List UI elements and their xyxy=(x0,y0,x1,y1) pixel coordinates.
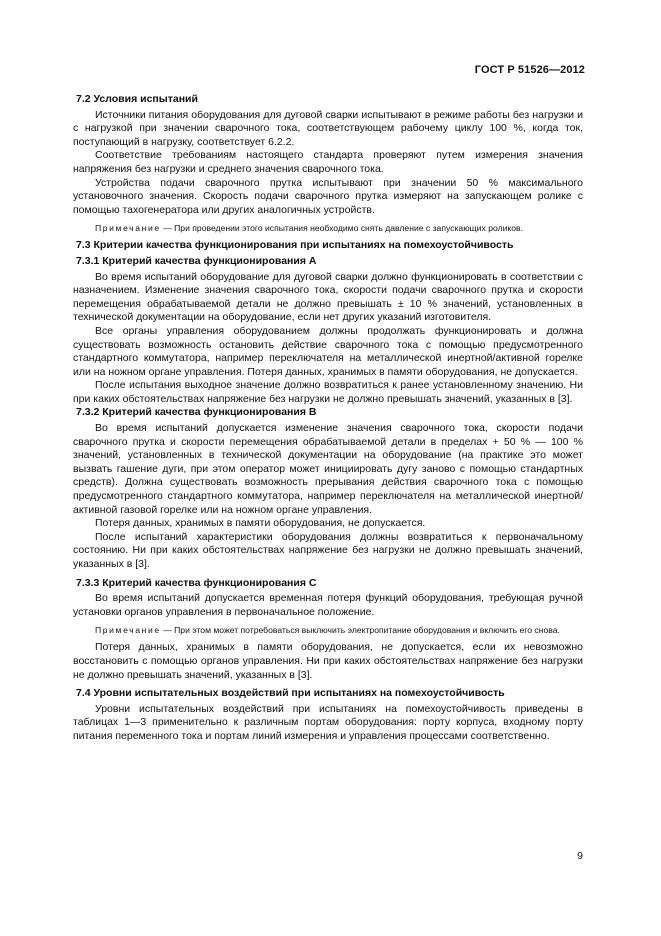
note-text: — При этом может потребоваться выключить электропитание оборудования и включить его снова. xyxy=(160,625,560,636)
section-heading-7-3-1: 7.3.1 Критерий качества функционирования А xyxy=(76,254,317,267)
paragraph: Устройства подачи сварочного прутка испытывают при значении 50 % максимального установочного значения. Скорость подачи сварочного прутка измеряют на запускающем ролике с помощью тахогенератора или других аналогичных устройств. xyxy=(73,176,583,216)
paragraph: Во время испытаний допускается временная потеря функций оборудования, требующая ручной установки органов управления в первоначальное положение. xyxy=(73,592,583,618)
paragraph: Во время испытаний допускается изменение значения сварочного тока, скорости подачи сварочного прутка и скорости перемещения обрабатываемой детали в пределах + 50 % — 100 % значений, установленных в технической документации на оборудование (на практике это может вызвать гашение дуги, при этом оператор может инициировать дугу заново с помощью стандартных средств). Должна существовать возможность прерывания действия сварочного тока с помощью предусмотренного стандартного коммутатора, например переключателя на металлической инертной/активной газовой горелке или на ножном органе управления. xyxy=(73,422,583,516)
section-heading-7-3-2: 7.3.2 Критерий качества функционирования В xyxy=(76,406,317,419)
note xyxy=(73,624,583,636)
page-number: 9 xyxy=(577,850,583,862)
section-heading-7-3-3: 7.3.3 Критерий качества функционирования С xyxy=(76,576,317,589)
section-heading-7-4: 7.4 Уровни испытательных воздействий при испытаниях на помехоустойчивость xyxy=(76,687,505,700)
paragraph: Потеря данных, хранимых в памяти оборудования, не допускается. xyxy=(95,517,426,530)
standard-designation: ГОСТ Р 51526—2012 xyxy=(474,64,585,76)
document-body xyxy=(73,93,583,744)
paragraph: Источники питания оборудования для дуговой сварки испытывают в режиме работы без нагрузки и с нагрузкой при значении сварочного тока, соответствующем рабочему циклу 100 %, когда ток, поступающий в нагрузку, соответствует 6.2.2. xyxy=(73,108,583,148)
note-label: Примечание xyxy=(95,223,161,234)
paragraph: После испытания выходное значение должно возвратиться к ранее установленному значению. Ни при каких обстоятельствах напряжение без нагрузки не должно превышать значений, указанных в [3]. xyxy=(73,379,583,405)
paragraph: Во время испытаний оборудование для дуговой сварки должно функционировать в соответствии с назначением. Изменение значения сварочного тока, скорости подачи сварочного прутка и скорости перемещения обрабатываемой детали не должно превышать ± 10 % значений, установленных в технической документации на оборудование, если нет других указаний изготовителя. xyxy=(73,270,583,324)
section-heading-7-3: 7.3 Критерии качества функционирования при испытаниях на помехоустойчивость xyxy=(76,239,514,252)
paragraph: Все органы управления оборудованием должны продолжать функционировать и должна существовать возможность остановить действие сварочного тока с помощью предусмотренного стандартного коммутатора, например переключателя на металлической инертной/активной горелке или на ножном органе управления. Потеря данных, хранимых в памяти оборудования, не допускается. xyxy=(73,324,583,378)
section-heading-7-2: 7.2 Условия испытаний xyxy=(76,93,198,105)
paragraph: Соответствие требованиям настоящего стандарта проверяют путем измерения значения напряжения без нагрузки и среднего значения сварочного тока. xyxy=(73,149,583,175)
note xyxy=(73,222,583,234)
note-text: — При проведении этого испытания необходимо снять давление с запускающих роликов. xyxy=(160,223,523,234)
paragraph: Уровни испытательных воздействий при испытаниях на помехоустойчивость приведены в таблицах 1—3 применительно к различным портам оборудования: порту корпуса, входному порту питания переменного тока и портам линий измерения и управления процессами соответственно. xyxy=(73,702,583,742)
paragraph: После испытаний характеристики оборудования должны возвратиться к первоначальному состоянию. Ни при каких обстоятельствах напряжение без нагрузки не должно превышать значений, указанных в [3]. xyxy=(73,530,583,570)
paragraph: Потеря данных, хранимых в памяти оборудования, не допускается, если их невозможно восстановить с помощью органов управления. Ни при каких обстоятельствах напряжение без нагрузки не должно превышать значений, указанных в [3]. xyxy=(73,641,583,681)
note-label: Примечание xyxy=(95,625,161,636)
